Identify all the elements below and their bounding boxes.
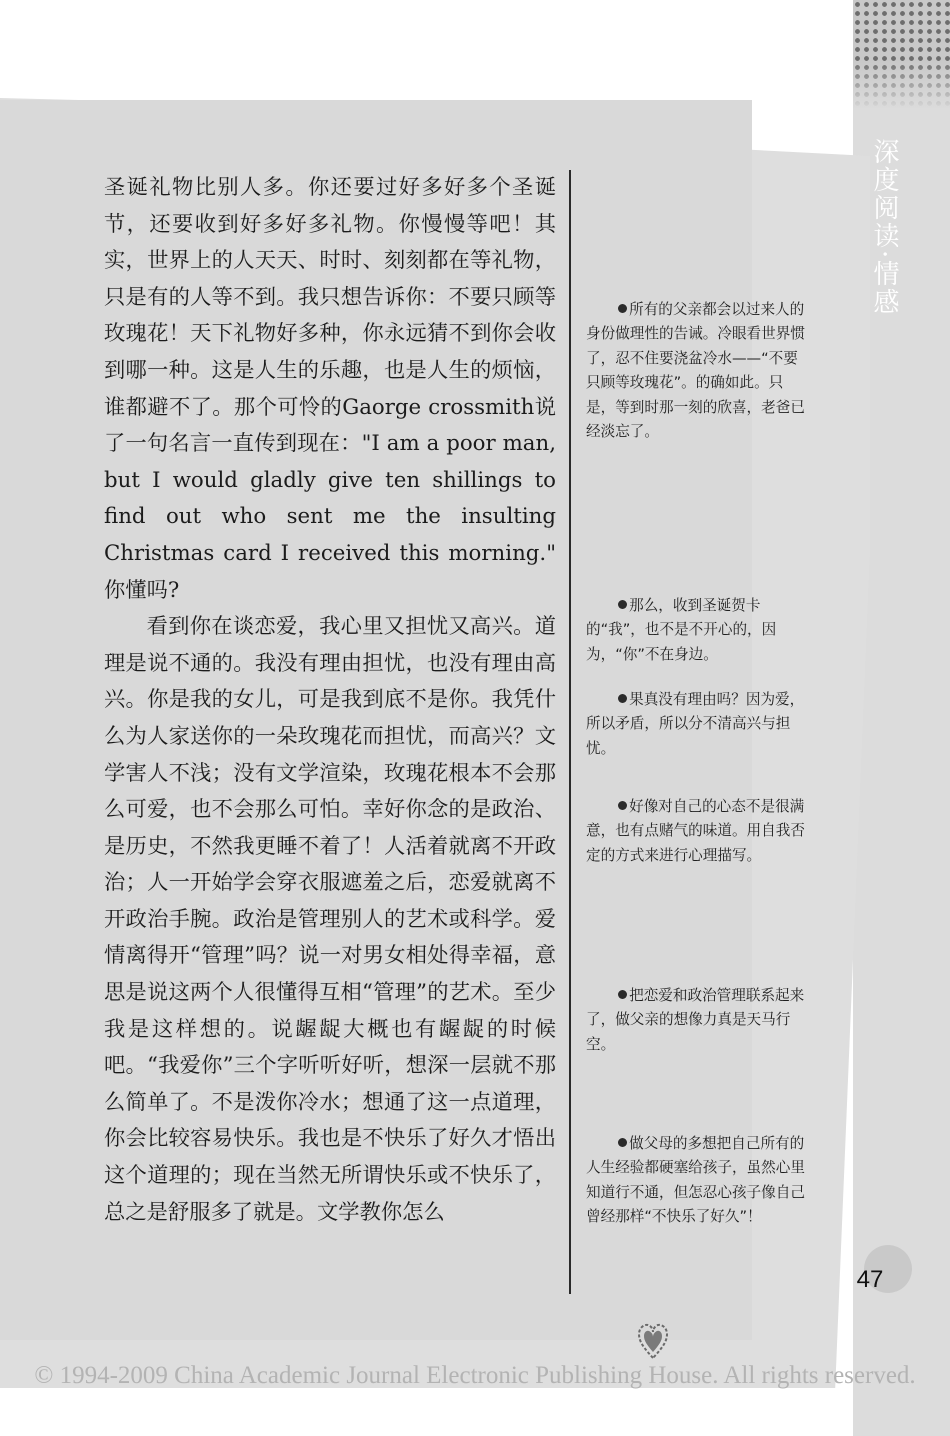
- copyright-footer: © 1994-2009 China Academic Journal Electronic Publishing House. All rights reserved.: [34, 1362, 916, 1389]
- article-paragraph: 看到你在谈恋爱，我心里又担忧又高兴。道理是说不通的。我没有理由担忧，也没有理由高兴。你是我的女儿，可是我到底不是你。我凭什么为人家送你的一朵玫瑰花而担忧，而高兴？文学害人不浅；没有文学渲染，玫瑰花根本不会那么可爱，也不会那么可怕。幸好你念的是政治、是历史，不然我更睡不着了！人活着就离不开政治；人一开始学会穿衣服遮羞之后，恋爱就离不开政治手腕。政治是管理别人的艺术或科学。爱情离得开“管理”吗？说一对男女相处得幸福，意思是说这两个人很懂得互相“管理”的艺术。至少我是这样想的。说龌龊大概也有龌龊的时候吧。“我爱你”三个字听听好听，想深一层就不那么简单了。不是泼你冷水；想通了这一点道理，你会比较容易快乐。我也是不快乐了好久才悟出这个道理的；现在当然无所谓快乐或不快乐了，总之是舒服多了就是。文学教你怎么: [104, 614, 556, 1225]
- page-number: 47: [856, 1266, 884, 1293]
- article-paragraph: 圣诞礼物比别人多。你还要过好多好多个圣诞节，还要收到好多好多礼物。你慢慢等吧！其实，世界上的人天天、时时、刻刻都在等礼物，只是有的人等不到。我只想告诉你：不要只顾等玫瑰花！天下礼物好多种，你永远猜不到你会收到哪一种。这是人生的乐趣，也是人生的烦恼，谁都避不了。那个可怜的Gaorge crossmith说了一句名言一直传到现在："I am a poor man, but I would gladly give ten shillings to find out who sent me the insulting Christmas card I received this morning." 你懂吗?: [104, 175, 556, 603]
- side-note: 所有的父亲都会以过来人的身份做理性的告诫。冷眼看世界惯了，忍不住要浇盆冷水——“不要只顾等玫瑰花”。的确如此。只是，等到时那一刻的欣喜，老爸已经淡忘了。: [586, 301, 805, 441]
- side-note: 好像对自己的心态不是很满意，也有点赌气的味道。用自我否定的方式来进行心理描写。: [586, 798, 805, 864]
- bullet-dot-icon: [618, 694, 627, 703]
- heart-icon: [638, 1322, 668, 1360]
- bullet-dot-icon: [618, 990, 627, 999]
- side-note: 那么，收到圣诞贺卡的“我”，也不是不开心的，因为，“你”不在身边。: [586, 597, 777, 663]
- bullet-dot-icon: [618, 801, 627, 810]
- bullet-dot-icon: [618, 600, 627, 609]
- bullet-dot-icon: [618, 304, 627, 313]
- halftone-fade: [853, 60, 950, 110]
- side-note: 果真没有理由吗？因为爱，所以矛盾，所以分不清高兴与担忧。: [586, 691, 805, 757]
- article-body: [104, 170, 556, 1231]
- bullet-dot-icon: [618, 1138, 627, 1147]
- side-note: 把恋爱和政治管理联系起来了，做父亲的想像力真是天马行空。: [586, 987, 805, 1053]
- section-label: 深度阅读·情感: [869, 138, 899, 317]
- column-divider: [569, 170, 571, 1294]
- side-note: 做父母的多想把自己所有的人生经验都硬塞给孩子，虽然心里知道行不通，但怎忍心孩子像自己曾经那样“不快乐了好久”！: [586, 1135, 805, 1226]
